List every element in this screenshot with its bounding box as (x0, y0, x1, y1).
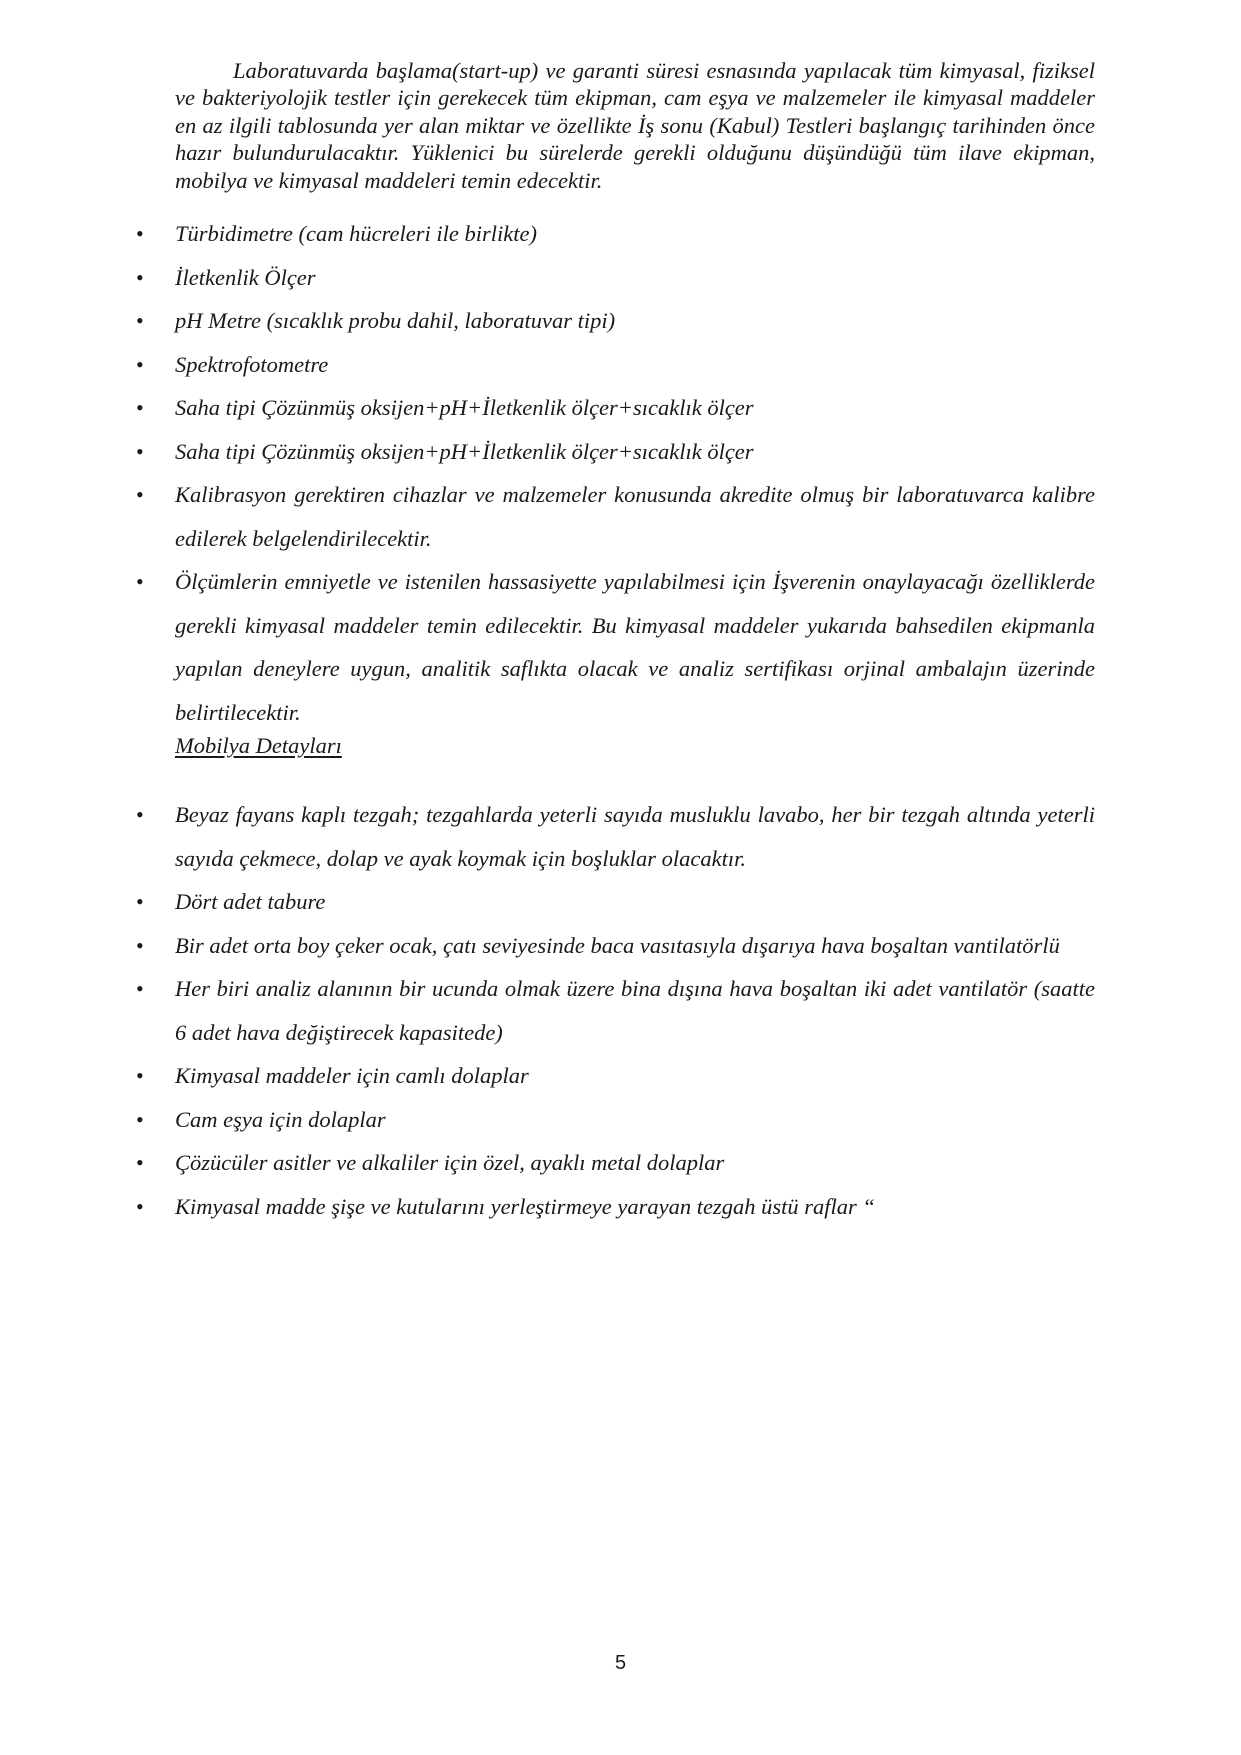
list-item-text: Ölçümlerin emniyetle ve istenilen hassasiyette yapılabilmesi için İşverenin onaylayacağı özelliklerde gerekli kimyasal maddeler temin edilecektir. Bu kimyasal maddeler yukarıda bahsedilen ekipmanla yapılan deneylere uygun, analitik saflıkta olacak ve analiz sertifikası orjinal ambalajın üzerinde belirtilecektir. (175, 569, 1095, 725)
list-item (136, 1185, 1095, 1229)
list-item-text: pH Metre (sıcaklık probu dahil, laboratuvar tipi) (175, 308, 616, 333)
equipment-list (136, 212, 1095, 734)
list-item (136, 343, 1095, 387)
bullet-icon: • (136, 976, 144, 1001)
list-item (136, 1098, 1095, 1142)
bullet-icon: • (136, 264, 144, 290)
list-item-text: Kimyasal maddeler için camlı dolaplar (175, 1063, 529, 1088)
list-item (136, 212, 1095, 256)
bullet-icon: • (136, 1106, 144, 1132)
list-item-text: Cam eşya için dolaplar (175, 1106, 386, 1132)
list-item (136, 386, 1095, 430)
list-item-text: Kimyasal madde şişe ve kutularını yerleştirmeye yarayan tezgah üstü raflar “ (175, 1193, 875, 1219)
intro-paragraph: Laboratuvarda başlama(start-up) ve garanti süresi esnasında yapılacak tüm kimyasal, fiziksel ve bakteriyolojik testler için gerekecek tüm ekipman, cam eşya ve malzemeler ile kimyasal maddeler en az ilgili tablosunda yer alan miktar ve özellikte İş sonu (Kabul) Testleri başlangıç tarihinden önce hazır bulundurulacaktır. Yüklenici bu sürelerde gerekli olduğunu düşündüğü tüm ilave ekipman, mobilya ve kimyasal maddeleri temin edecektir. (175, 58, 1095, 193)
bullet-icon: • (136, 889, 144, 914)
list-item-text: Saha tipi Çözünmüş oksijen+pH+İletkenlik ölçer+sıcaklık ölçer (175, 438, 754, 464)
bullet-icon: • (136, 482, 144, 507)
list-item (136, 256, 1095, 300)
list-item (136, 1141, 1095, 1185)
bullet-icon: • (136, 395, 144, 420)
list-item (136, 967, 1095, 1054)
bullet-icon: • (136, 932, 144, 958)
bullet-icon: • (136, 308, 144, 333)
bullet-icon: • (136, 1193, 144, 1219)
bullet-icon: • (136, 569, 144, 594)
bullet-icon: • (136, 351, 144, 377)
list-item-text: Çözücüler asitler ve alkaliler için özel, ayaklı metal dolaplar (175, 1150, 725, 1175)
list-item (136, 924, 1095, 968)
list-item-text: İletkenlik Ölçer (175, 264, 316, 290)
list-item (136, 880, 1095, 924)
list-item (136, 560, 1095, 734)
bullet-icon: • (136, 1063, 144, 1088)
furniture-heading: Mobilya Detayları (175, 733, 342, 758)
page-number: 5 (614, 1652, 627, 1674)
bullet-icon: • (136, 802, 144, 827)
list-item (136, 793, 1095, 880)
list-item-text: Türbidimetre (cam hücreleri ile birlikte) (175, 221, 537, 246)
list-item (136, 1054, 1095, 1098)
bullet-icon: • (136, 438, 144, 464)
bullet-icon: • (136, 221, 144, 246)
list-item (136, 299, 1095, 343)
list-item-text: Bir adet orta boy çeker ocak, çatı seviyesinde baca vasıtasıyla dışarıya hava boşaltan vantilatörlü (175, 932, 1060, 958)
list-item (136, 473, 1095, 560)
list-item-text: Kalibrasyon gerektiren cihazlar ve malzemeler konusunda akredite olmuş bir laboratuvarca kalibre edilerek belgelendirilecektir. (175, 482, 1095, 551)
bullet-icon: • (136, 1150, 144, 1175)
list-item-text: Spektrofotometre (175, 351, 329, 377)
list-item-text: Beyaz fayans kaplı tezgah; tezgahlarda yeterli sayıda musluklu lavabo, her bir tezgah altında yeterli sayıda çekmece, dolap ve ayak koymak için boşluklar olacaktır. (175, 802, 1095, 871)
list-item-text: Saha tipi Çözünmüş oksijen+pH+İletkenlik ölçer+sıcaklık ölçer (175, 395, 754, 420)
list-item-text: Dört adet tabure (175, 889, 326, 914)
list-item-text: Her biri analiz alanının bir ucunda olmak üzere bina dışına hava boşaltan iki adet vantilatör (saatte 6 adet hava değiştirecek kapasitede) (175, 976, 1095, 1045)
list-item (136, 430, 1095, 474)
furniture-list (136, 793, 1095, 1228)
